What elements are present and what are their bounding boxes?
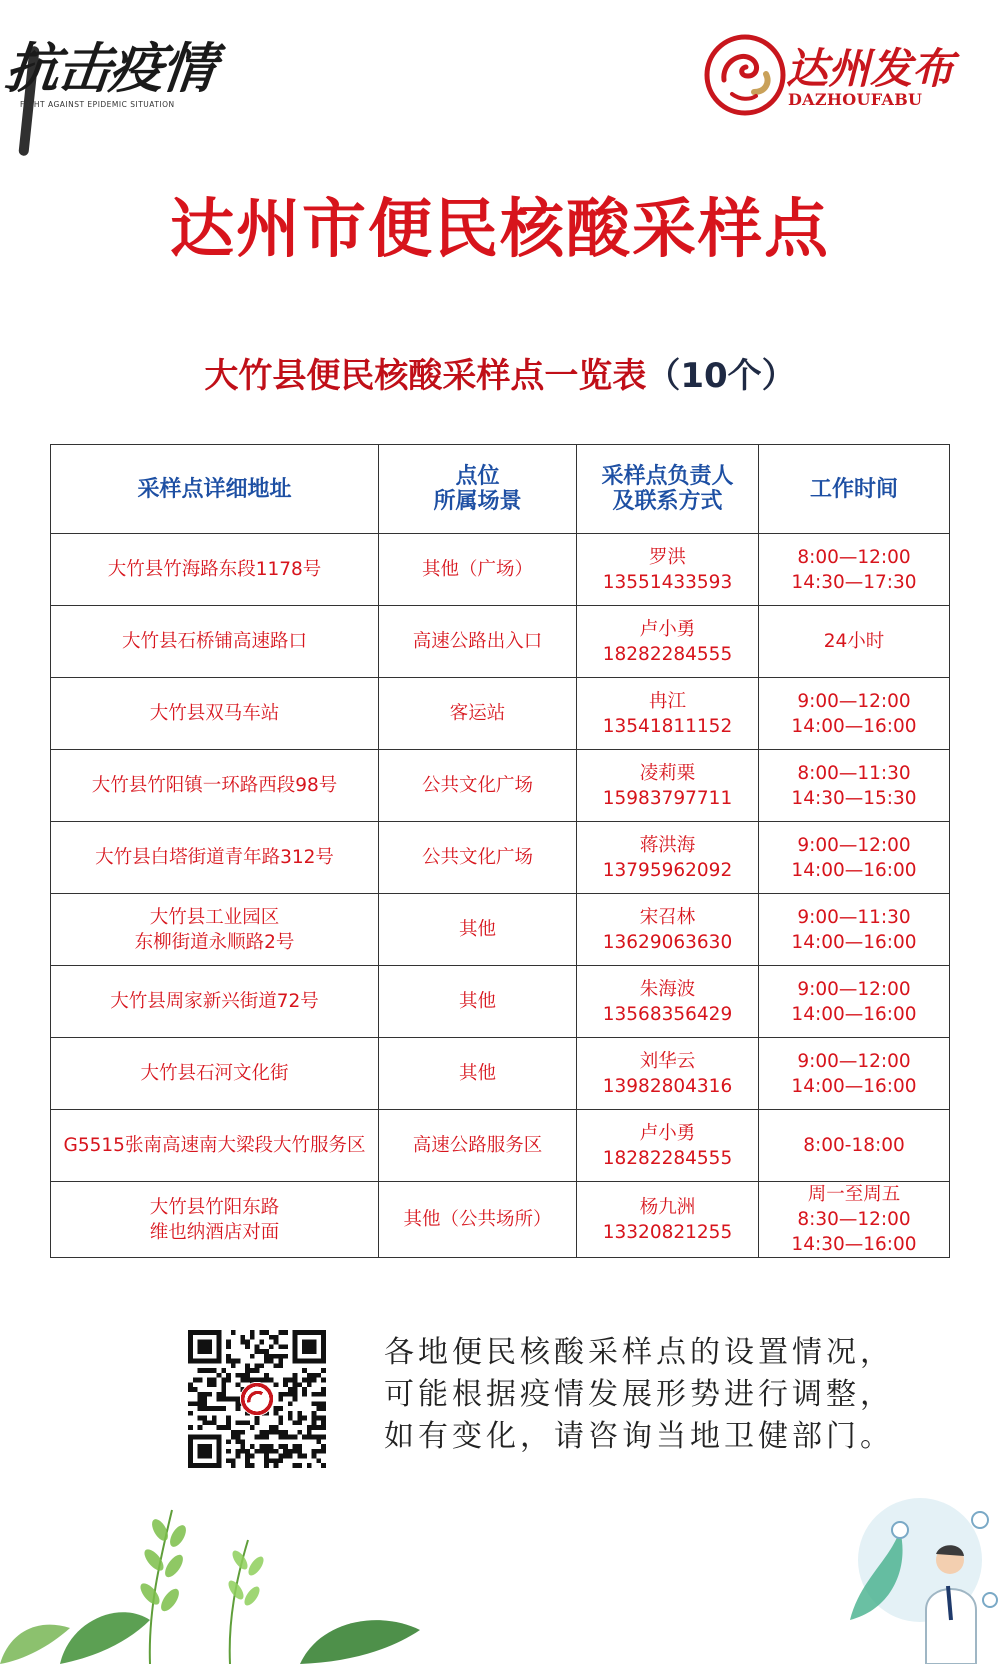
brand-name-en: DAZHOUFABU [788,90,923,109]
site-hours: 24小时 [759,606,950,678]
site-hours: 8:00-18:00 [759,1110,950,1182]
site-address: 大竹县竹阳东路 维也纳酒店对面 [51,1182,379,1258]
site-contact: 冉江 13541811152 [577,678,759,750]
header-hours: 工作时间 [759,445,950,534]
site-contact: 宋召林 13629063630 [577,894,759,966]
table-row [51,750,950,822]
qr-code-icon [188,1330,326,1468]
site-scene: 其他（公共场所） [379,1182,577,1258]
site-contact: 蒋洪海 13795962092 [577,822,759,894]
site-address: 大竹县双马车站 [51,678,379,750]
site-address: 大竹县石桥铺高速路口 [51,606,379,678]
site-scene: 其他 [379,894,577,966]
table-row [51,534,950,606]
brand-name: 达州发布 [786,44,955,93]
site-scene: 其他 [379,1038,577,1110]
header-address: 采样点详细地址 [51,445,379,534]
site-contact: 罗洪 13551433593 [577,534,759,606]
table-header-row [51,445,950,534]
site-contact: 朱海波 13568356429 [577,966,759,1038]
notice-line-2: 可能根据疫情发展形势进行调整， [384,1377,894,1412]
site-contact: 刘华云 13982804316 [577,1038,759,1110]
campaign-logo-subtext: FIGHT AGAINST EPIDEMIC SITUATION [20,100,175,109]
site-contact: 凌莉栗 15983797711 [577,750,759,822]
site-contact: 杨九洲 13320821255 [577,1182,759,1258]
site-contact: 卢小勇 18282284555 [577,606,759,678]
table-title-count: （10个） [646,356,796,396]
notice-line-1: 各地便民核酸采样点的设置情况， [384,1335,894,1370]
table-row [51,822,950,894]
page-title: 达州市便民核酸采样点 [170,192,830,267]
site-address: 大竹县白塔街道青年路312号 [51,822,379,894]
brand-logo [704,34,976,116]
table-row [51,966,950,1038]
site-hours: 9:00—12:00 14:00—16:00 [759,678,950,750]
site-hours: 8:00—11:30 14:30—15:30 [759,750,950,822]
site-scene: 其他（广场） [379,534,577,606]
site-scene: 其他 [379,966,577,1038]
site-address: 大竹县工业园区 东柳街道永顺路2号 [51,894,379,966]
site-hours: 8:00—12:00 14:30—17:30 [759,534,950,606]
doctor-illustration-icon [830,1490,1000,1664]
notice-line-3: 如有变化，请咨询当地卫健部门。 [384,1419,894,1454]
site-scene: 公共文化广场 [379,822,577,894]
sampling-sites-table [50,444,950,1258]
site-scene: 高速公路出入口 [379,606,577,678]
table-row [51,1110,950,1182]
table-title-text: 大竹县便民核酸采样点一览表 [204,356,647,396]
table-row [51,606,950,678]
table-title [0,348,1000,397]
site-scene: 公共文化广场 [379,750,577,822]
site-address: G5515张南高速南大梁段大竹服务区 [51,1110,379,1182]
site-address: 大竹县竹海路东段1178号 [51,534,379,606]
header-contact: 采样点负责人 及联系方式 [577,445,759,534]
green-leaves-icon [0,1500,460,1664]
site-hours: 9:00—12:00 14:00—16:00 [759,1038,950,1110]
campaign-logo-text: 抗击疫情 [2,36,217,100]
header-scene: 点位 所属场景 [379,445,577,534]
cloud-swirl-emblem-icon [704,34,786,116]
site-scene: 客运站 [379,678,577,750]
site-address: 大竹县周家新兴街道72号 [51,966,379,1038]
site-hours: 周一至周五 8:30—12:00 14:30—16:00 [759,1182,950,1258]
table-row [51,1182,950,1258]
notice-text [384,1332,894,1458]
site-scene: 高速公路服务区 [379,1110,577,1182]
table-row [51,894,950,966]
site-contact: 卢小勇 18282284555 [577,1110,759,1182]
site-address: 大竹县竹阳镇一环路西段98号 [51,750,379,822]
site-hours: 9:00—11:30 14:00—16:00 [759,894,950,966]
site-hours: 9:00—12:00 14:00—16:00 [759,822,950,894]
site-address: 大竹县石河文化街 [51,1038,379,1110]
table-row [51,678,950,750]
site-hours: 9:00—12:00 14:00—16:00 [759,966,950,1038]
campaign-logo [2,18,246,158]
table-row [51,1038,950,1110]
